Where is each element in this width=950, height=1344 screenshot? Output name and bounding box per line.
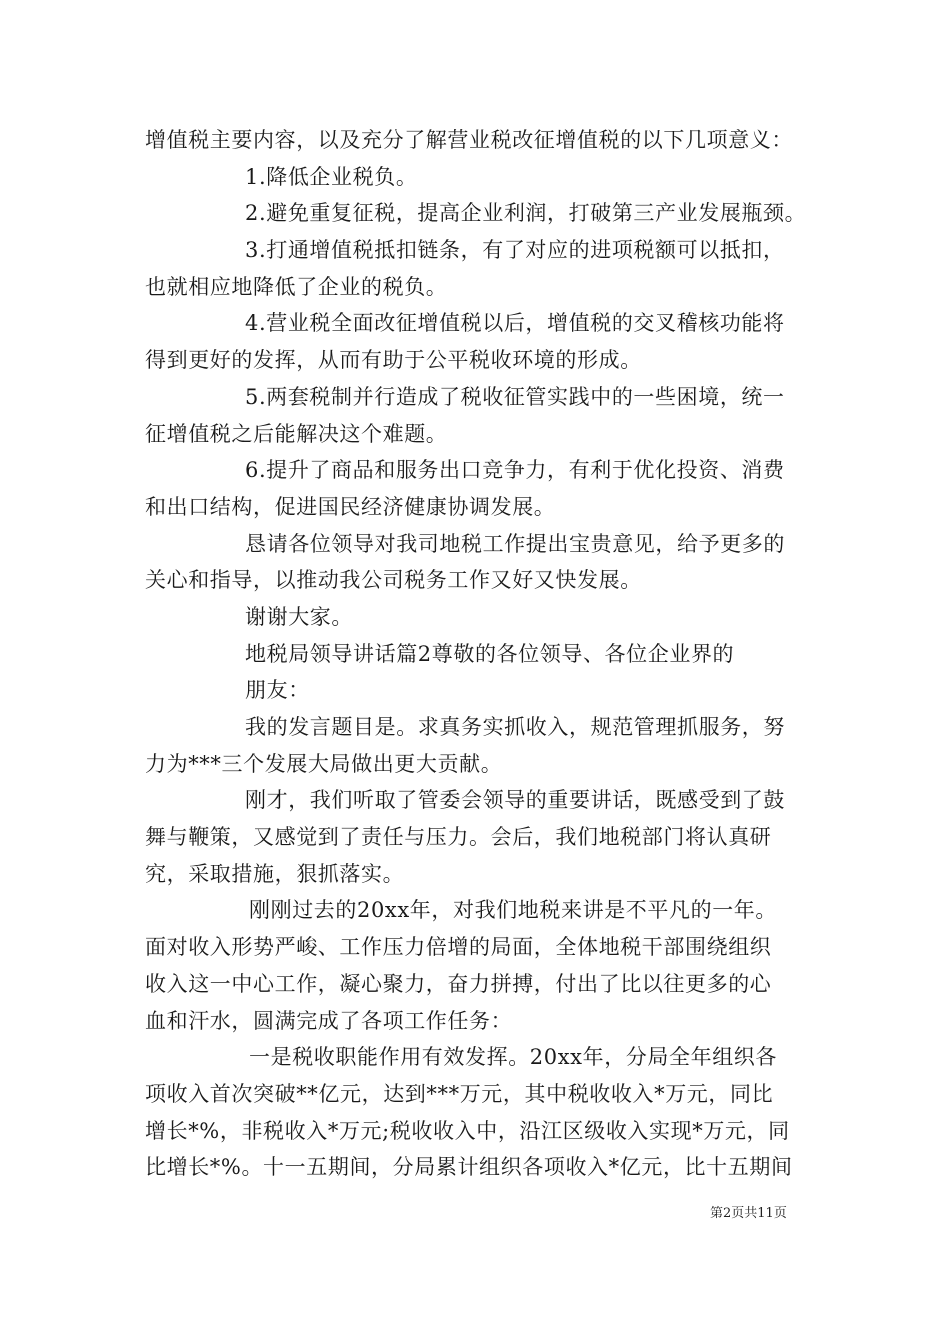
text-line: 一是税收职能作用有效发挥。20xx年，分局全年组织各	[249, 1045, 778, 1070]
text-line: 3.打通增值税抵扣链条，有了对应的进项税额可以抵扣，	[245, 238, 785, 263]
text-line: 得到更好的发挥，从而有助于公平税收环境的形成。	[145, 348, 642, 373]
text-line: 1.降低企业税负。	[245, 164, 418, 189]
text-line: 关心和指导，以推动我公司税务工作又好又快发展。	[145, 568, 642, 593]
text-line: 刚刚过去的20xx年，对我们地税来讲是不平凡的一年。	[249, 898, 778, 923]
text-line: 增长*%，非税收入*万元;税收收入中，沿江区级收入实现*万元，同	[145, 1118, 790, 1143]
text-line: 4.营业税全面改征增值税以后，增值税的交叉稽核功能将	[245, 311, 785, 336]
text-line: 项收入首次突破**亿元，达到***万元，其中税收收入*万元，同比	[145, 1081, 774, 1106]
text-line: 谢谢大家。	[245, 604, 353, 629]
text-line: 也就相应地降低了企业的税负。	[145, 274, 448, 299]
text-line: 5.两套税制并行造成了税收征管实践中的一些困境，统一	[245, 384, 785, 409]
text-line: 血和汗水，圆满完成了各项工作任务：	[145, 1008, 513, 1033]
text-line: 刚才，我们听取了管委会领导的重要讲话，既感受到了鼓	[245, 788, 785, 813]
text-line: 面对收入形势严峻、工作压力倍增的局面，全体地税干部围绕组织	[145, 935, 772, 960]
text-line: 比增长*%。十一五期间，分局累计组织各项收入*亿元，比十五期间	[145, 1155, 793, 1180]
text-line: 究，采取措施，狠抓落实。	[145, 861, 405, 886]
text-line: 增值税主要内容，以及充分了解营业税改征增值税的以下几项意义：	[145, 128, 793, 152]
text-line: 我的发言题目是。求真务实抓收入，规范管理抓服务，努	[245, 715, 785, 739]
text-line: 力为***三个发展大局做出更大贡献。	[145, 751, 503, 776]
text-line: 地税局领导讲话篇2尊敬的各位领导、各位企业界的	[245, 641, 735, 666]
body-text	[145, 122, 825, 1186]
text-line: 收入这一中心工作，凝心聚力，奋力拼搏，付出了比以往更多的心	[145, 971, 772, 996]
text-line: 舞与鞭策，又感觉到了责任与压力。会后，我们地税部门将认真研	[145, 825, 772, 850]
page-number-footer: 第2页共11页	[710, 1206, 787, 1221]
text-line: 2.避免重复征税，提高企业利润，打破第三产业发展瓶颈。	[245, 201, 807, 226]
text-line: 朋友：	[245, 678, 310, 703]
text-line: 恳请各位领导对我司地税工作提出宝贵意见，给予更多的	[245, 531, 785, 556]
text-line: 和出口结构，促进国民经济健康协调发展。	[145, 494, 556, 519]
text-line: 6.提升了商品和服务出口竞争力，有利于优化投资、消费	[245, 458, 785, 483]
text-line: 征增值税之后能解决这个难题。	[145, 421, 448, 446]
